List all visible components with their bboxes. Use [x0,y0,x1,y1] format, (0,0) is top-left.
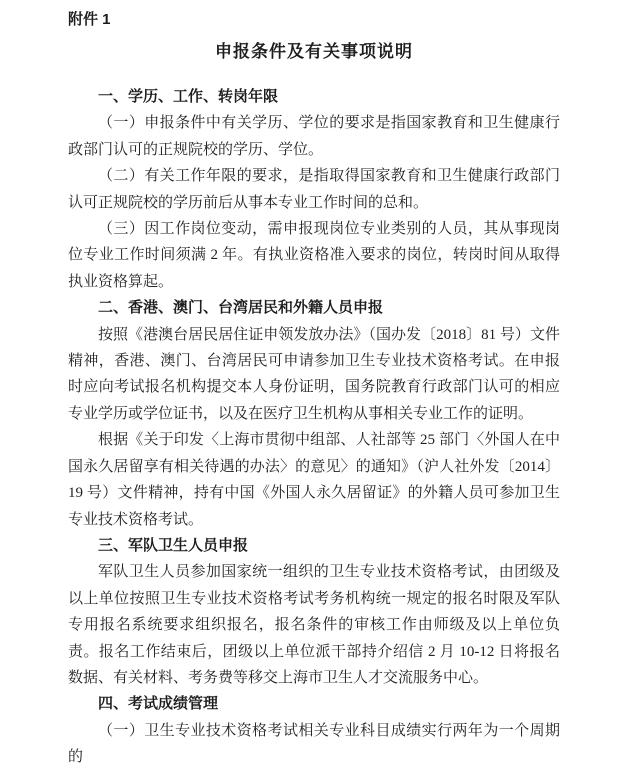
paragraph-2-1: 按照《港澳台居民居住证申领发放办法》（国办发〔2018〕81 号）文件精神，香港、澳门、台湾居民可申请参加卫生专业技术资格考试。在申报时应向考试报名机构提交本人身份证明，国务院教育行政部门认可的相应专业学历或学位证书，以及在医疗卫生机构从事相关专业工作的证明。 [68,326,560,422]
paragraph-1-2: （二）有关工作年限的要求，是指取得国家教育和卫生健康行政部门认可正规院校的学历前后从事本专业工作时间的总和。 [68,168,560,211]
paragraph-2-2: 根据《关于印发〈上海市贯彻中组部、人社部等 25 部门〈外国人在中国永久居留享有相关待遇的办法〉的意见〉的通知》（沪人社外发〔2014〕19 号）文件精神，持有中国《外国人永久居留证》的外籍人员可参加卫生专业技术资格考试。 [68,432,560,528]
document-title: 申报条件及有关事项说明 [215,42,413,61]
section-heading-2: 二、香港、澳门、台湾居民和外籍人员申报 [98,299,384,317]
paragraph-1-3: （三）因工作岗位变动，需申报现岗位专业类别的人员，其从事现岗位专业工作时间须满 2 年。有执业资格准入要求的岗位，转岗时间从取得执业资格算起。 [68,221,560,290]
section-heading-1: 一、学历、工作、转岗年限 [98,88,279,105]
paragraph-4-1: （一）卫生专业技术资格考试相关专业科目成绩实行两年为一个周期的 [68,722,560,766]
section-heading-3: 三、军队卫生人员申报 [98,536,249,554]
document-body [68,84,560,771]
paragraph-3-1: 军队卫生人员参加国家统一组织的卫生专业技术资格考试，由团级及以上单位按照卫生专业技术资格考试考务机构统一规定的报名时限及军队专用报名系统要求组织报名，报名条件的审核工作由师级及以上单位负责。报名工作结束后，团级以上单位派干部持介绍信 2 月 10-12 日将报名数据、有关材料、考务费等移交上海市卫生人才交流服务中心。 [68,564,560,686]
paragraph-1-1: （一）申报条件中有关学历、学位的要求是指国家教育和卫生健康行政部门认可的正规院校的学历、学位。 [68,115,560,158]
attachment-label: 附件 1 [68,11,111,28]
section-heading-4: 四、考试成绩管理 [98,695,219,713]
